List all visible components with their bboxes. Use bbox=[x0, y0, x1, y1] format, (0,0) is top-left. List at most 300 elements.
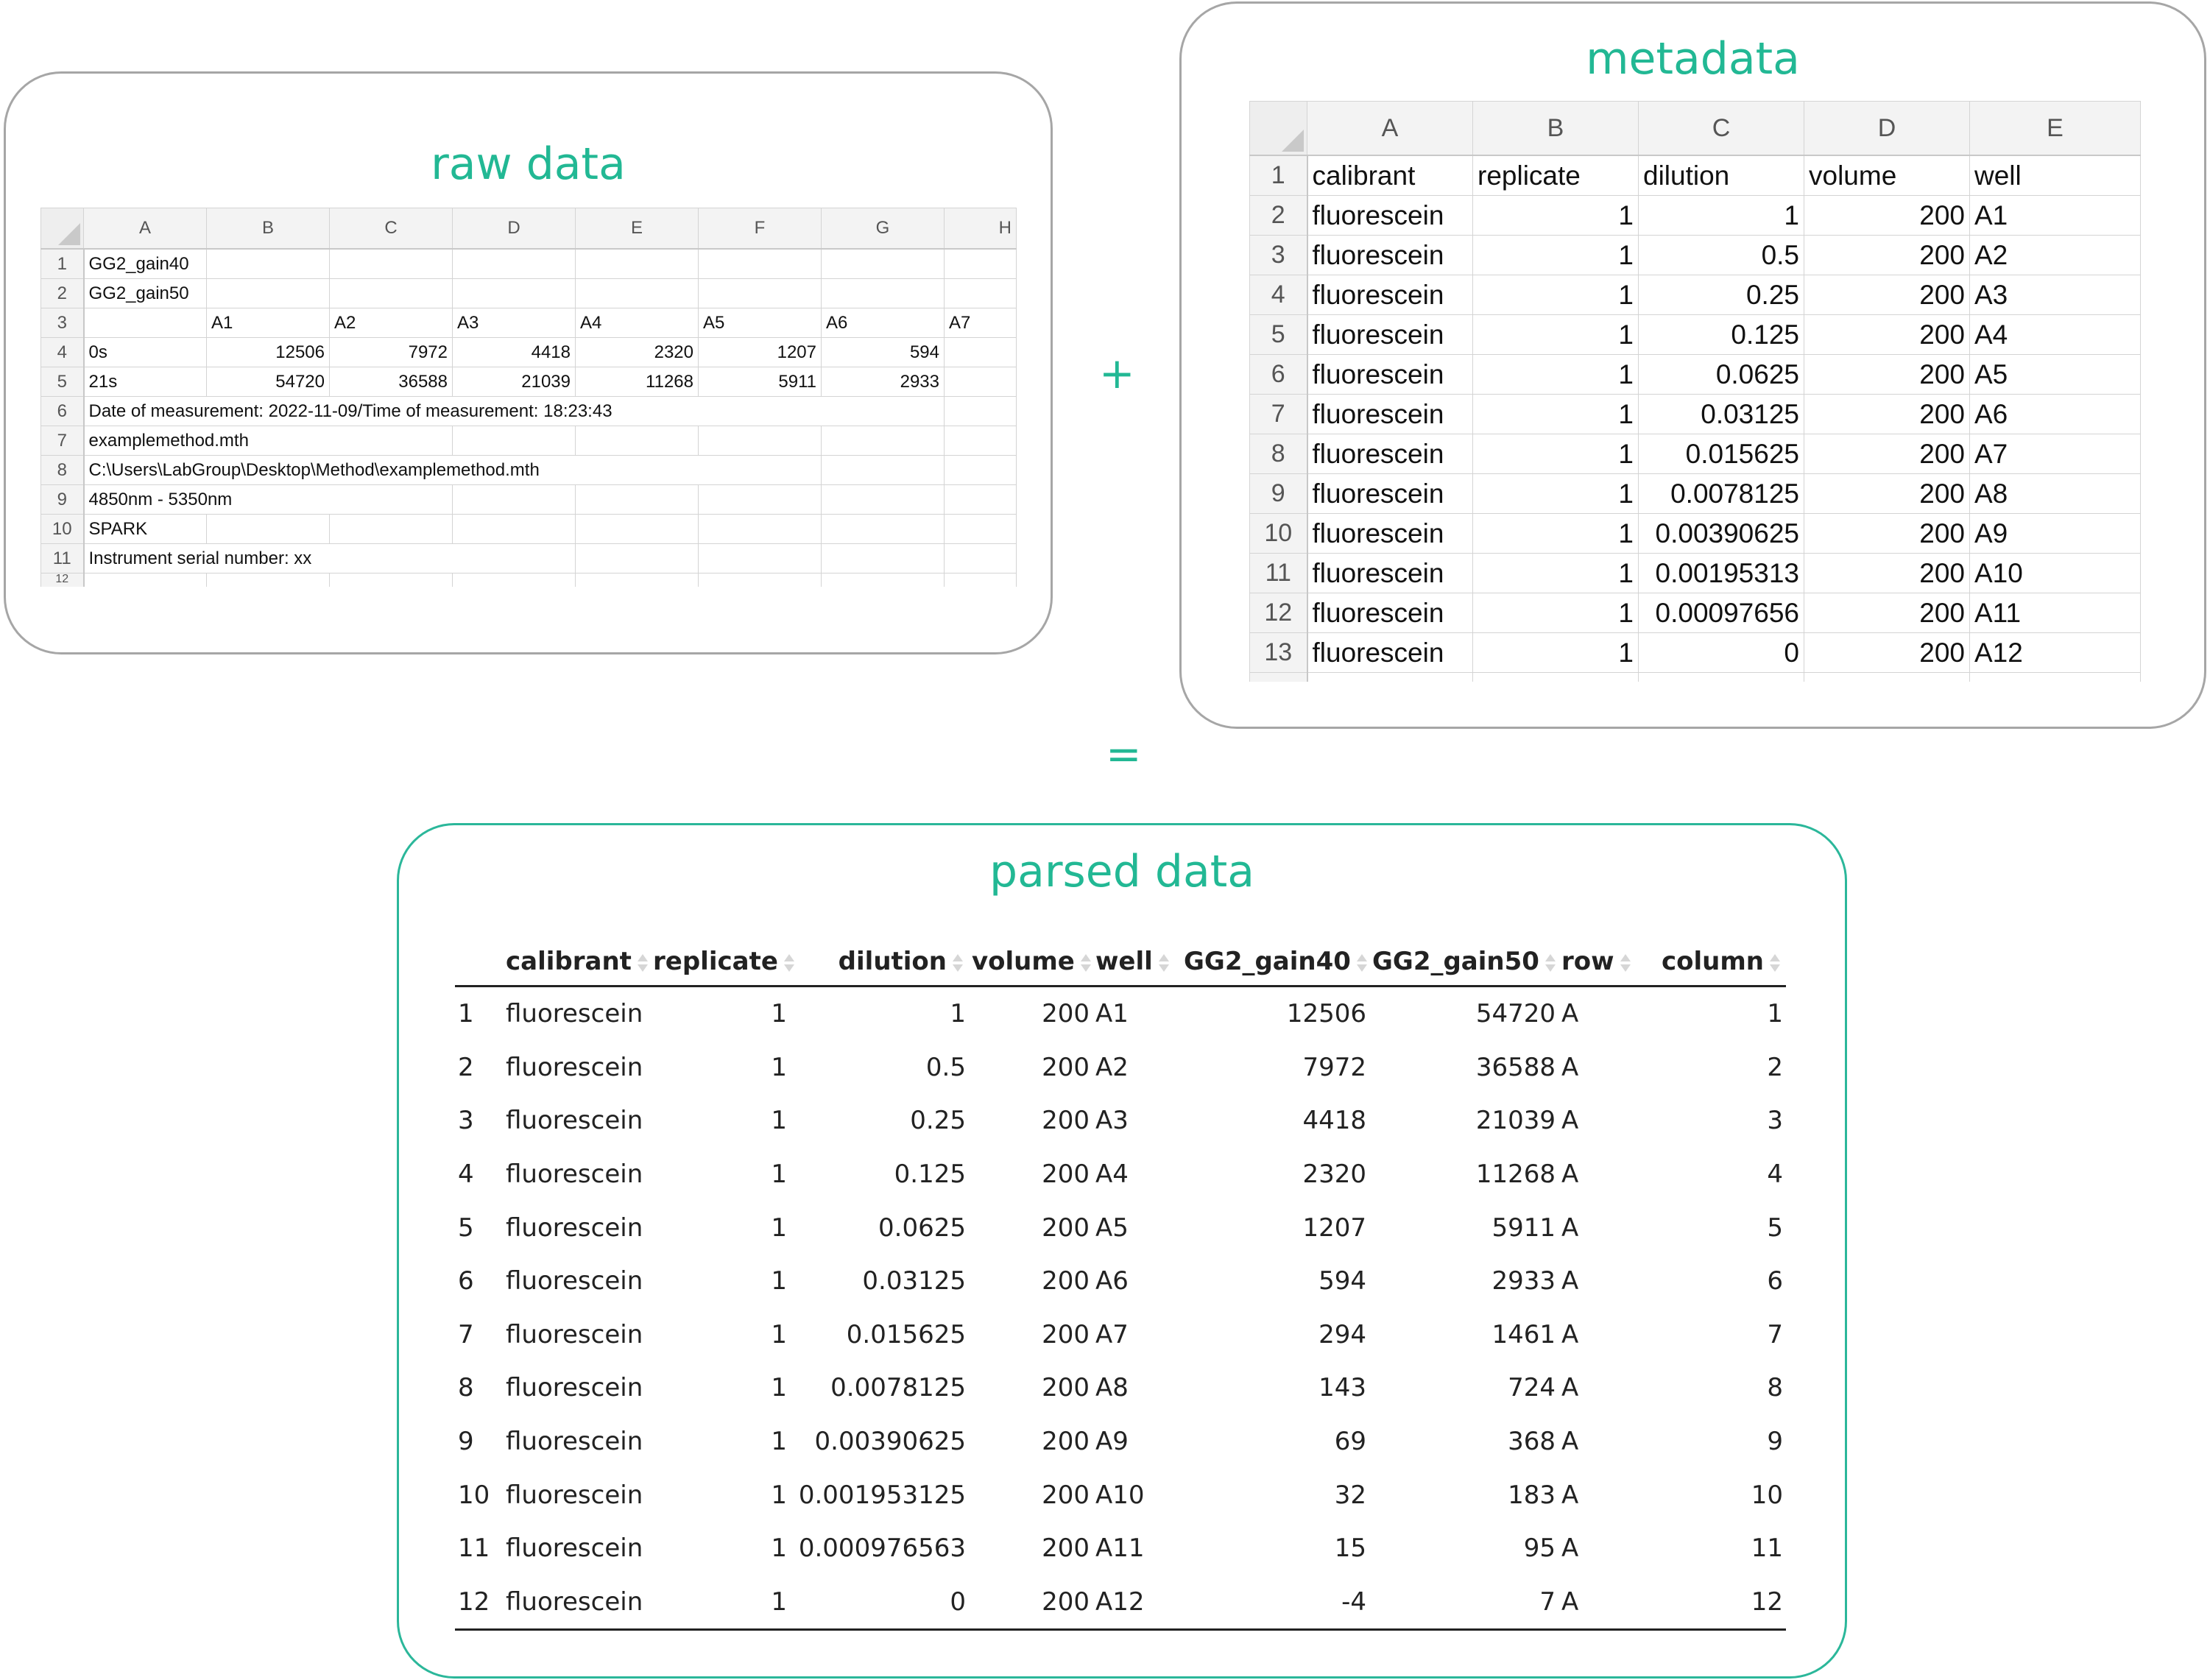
cell[interactable]: 0.25 bbox=[1639, 275, 1804, 315]
calibrant-cell: fluorescein bbox=[506, 1319, 643, 1349]
row-number[interactable]: 8 bbox=[41, 456, 84, 485]
cell[interactable]: 2320 bbox=[576, 338, 699, 367]
row-number[interactable]: 10 bbox=[41, 515, 84, 544]
cell[interactable]: A8 bbox=[1970, 474, 2141, 514]
sort-arrows-icon[interactable] bbox=[781, 950, 797, 975]
cell[interactable]: SPARK bbox=[84, 515, 207, 544]
cell[interactable]: A4 bbox=[1970, 315, 2141, 355]
dilution-cell: 0.125 bbox=[894, 1160, 966, 1190]
cell[interactable]: 4418 bbox=[453, 338, 576, 367]
dilution-cell: 0.0625 bbox=[878, 1213, 966, 1243]
meta-row bbox=[1250, 474, 2141, 514]
cell[interactable]: 0.5 bbox=[1639, 236, 1804, 275]
cell[interactable]: C:\Users\LabGroup\Desktop\Method\examplemethod.mth bbox=[84, 456, 699, 485]
row-cell: A bbox=[1561, 1373, 1579, 1403]
cell[interactable]: 0 bbox=[1639, 633, 1804, 673]
cell[interactable]: 200 bbox=[1804, 275, 1970, 315]
cell[interactable] bbox=[1639, 673, 1804, 682]
column-header[interactable]: A bbox=[84, 208, 207, 250]
cell[interactable] bbox=[699, 426, 822, 456]
meta-row bbox=[1250, 633, 2141, 673]
cell[interactable]: 5911 bbox=[699, 367, 822, 397]
cell[interactable] bbox=[822, 544, 945, 573]
cell[interactable]: 0.00390625 bbox=[1639, 514, 1804, 554]
cell[interactable] bbox=[576, 544, 699, 573]
well-cell: A4 bbox=[1095, 1160, 1129, 1190]
meta-row bbox=[1250, 593, 2141, 633]
sortable-column-header[interactable] bbox=[969, 938, 1092, 987]
cell[interactable]: 0s bbox=[84, 338, 207, 367]
cell[interactable]: A6 bbox=[1970, 395, 2141, 434]
column-header[interactable]: B bbox=[207, 208, 330, 250]
column-cell: 7 bbox=[1767, 1319, 1783, 1349]
cell[interactable]: 21s bbox=[84, 367, 207, 397]
cell[interactable]: A7 bbox=[1970, 434, 2141, 474]
cell[interactable] bbox=[822, 249, 945, 279]
cell[interactable]: 1207 bbox=[699, 338, 822, 367]
row-cell: A bbox=[1561, 1480, 1579, 1510]
cell[interactable]: A12 bbox=[1970, 633, 2141, 673]
cell[interactable]: fluorescein bbox=[1307, 434, 1473, 474]
cell[interactable] bbox=[330, 485, 453, 515]
column-label: GG2_gain50 bbox=[1372, 947, 1539, 976]
column-header[interactable]: A bbox=[1307, 102, 1473, 156]
row-index: 8 bbox=[458, 1373, 474, 1403]
cell[interactable]: 1 bbox=[1473, 275, 1639, 315]
cell[interactable] bbox=[84, 573, 207, 587]
cell[interactable] bbox=[576, 426, 699, 456]
cell[interactable] bbox=[699, 515, 822, 544]
column-label: replicate bbox=[653, 947, 778, 976]
table-row bbox=[455, 1468, 1786, 1522]
cell[interactable] bbox=[699, 485, 822, 515]
row-number[interactable]: 1 bbox=[41, 249, 84, 279]
cell[interactable] bbox=[699, 456, 822, 485]
column-cell: 5 bbox=[1767, 1213, 1783, 1243]
gain50-cell: 368 bbox=[1508, 1427, 1556, 1457]
cell[interactable]: A7 bbox=[945, 308, 1017, 338]
volume-cell: 200 bbox=[1042, 1106, 1090, 1136]
meta-row bbox=[1250, 155, 2141, 196]
row-index: 5 bbox=[458, 1213, 474, 1243]
cell[interactable] bbox=[576, 515, 699, 544]
cell[interactable]: Instrument serial number: xx bbox=[84, 544, 453, 573]
cell[interactable] bbox=[822, 279, 945, 308]
dilution-cell: 1 bbox=[950, 999, 966, 1029]
cell[interactable]: 1 bbox=[1473, 474, 1639, 514]
sort-arrows-icon[interactable] bbox=[950, 950, 966, 975]
row-number[interactable]: 11 bbox=[1250, 554, 1307, 593]
cell[interactable]: 0.0625 bbox=[1639, 355, 1804, 395]
cell[interactable]: A1 bbox=[207, 308, 330, 338]
cell[interactable] bbox=[945, 279, 1017, 308]
row-number[interactable]: 3 bbox=[1250, 236, 1307, 275]
replicate-cell: 1 bbox=[771, 1533, 787, 1564]
cell[interactable] bbox=[945, 249, 1017, 279]
cell[interactable] bbox=[576, 279, 699, 308]
cell[interactable] bbox=[945, 544, 1017, 573]
cell[interactable]: A5 bbox=[1970, 355, 2141, 395]
sort-arrows-icon[interactable] bbox=[1767, 950, 1783, 975]
cell[interactable] bbox=[207, 515, 330, 544]
column-header[interactable]: B bbox=[1473, 102, 1639, 156]
cell[interactable]: 0.125 bbox=[1639, 315, 1804, 355]
cell[interactable]: dilution bbox=[1639, 155, 1804, 196]
cell[interactable]: fluorescein bbox=[1307, 593, 1473, 633]
row-number[interactable]: 11 bbox=[41, 544, 84, 573]
row-index: 12 bbox=[455, 1575, 503, 1630]
cell[interactable]: 0.00195313 bbox=[1639, 554, 1804, 593]
cell[interactable]: 200 bbox=[1804, 474, 1970, 514]
volume-cell: 200 bbox=[1042, 1319, 1090, 1349]
column-header[interactable]: E bbox=[1970, 102, 2141, 156]
cell[interactable] bbox=[453, 249, 576, 279]
sort-arrows-icon[interactable] bbox=[1542, 950, 1558, 975]
cell[interactable] bbox=[822, 515, 945, 544]
table-row bbox=[455, 1415, 1786, 1469]
calibrant-cell: fluorescein bbox=[506, 1106, 643, 1136]
cell[interactable] bbox=[945, 426, 1017, 456]
gain40-cell: 12506 bbox=[1286, 999, 1366, 1029]
cell[interactable]: Date of measurement: 2022-11-09/Time of measurement: 18:23:43 bbox=[84, 397, 822, 426]
cell[interactable]: 1 bbox=[1639, 196, 1804, 236]
dilution-cell: 0.25 bbox=[910, 1106, 966, 1136]
row-number[interactable]: 7 bbox=[1250, 395, 1307, 434]
cell[interactable] bbox=[822, 485, 945, 515]
meta-column-header-row bbox=[1250, 102, 2141, 156]
cell[interactable]: 200 bbox=[1804, 514, 1970, 554]
raw-data-spreadsheet bbox=[40, 208, 1017, 587]
column-header[interactable]: H bbox=[945, 208, 1017, 250]
cell[interactable]: A9 bbox=[1970, 514, 2141, 554]
sortable-column-header[interactable] bbox=[1647, 938, 1786, 987]
replicate-cell: 1 bbox=[771, 1213, 787, 1243]
well-cell: A10 bbox=[1095, 1480, 1145, 1510]
cell[interactable] bbox=[822, 573, 945, 587]
raw-row bbox=[41, 367, 1017, 397]
equals-operator: = bbox=[1106, 729, 1142, 779]
row-number[interactable]: 13 bbox=[1250, 633, 1307, 673]
cell[interactable] bbox=[945, 573, 1017, 587]
calibrant-cell: fluorescein bbox=[506, 1266, 643, 1296]
column-label: dilution bbox=[838, 947, 947, 976]
cell[interactable] bbox=[699, 544, 822, 573]
sort-arrows-icon[interactable] bbox=[1617, 950, 1634, 975]
cell[interactable]: calibrant bbox=[1307, 155, 1473, 196]
cell[interactable] bbox=[1250, 673, 1307, 682]
cell[interactable]: A6 bbox=[822, 308, 945, 338]
row-number[interactable]: 4 bbox=[1250, 275, 1307, 315]
cell[interactable] bbox=[330, 249, 453, 279]
row-number[interactable]: 3 bbox=[41, 308, 84, 338]
cell[interactable]: 0.015625 bbox=[1639, 434, 1804, 474]
column-label: row bbox=[1561, 947, 1614, 976]
row-index: 9 bbox=[458, 1427, 474, 1457]
select-all-corner[interactable] bbox=[41, 208, 84, 250]
table-row bbox=[455, 1254, 1786, 1308]
cell[interactable] bbox=[1307, 673, 1473, 682]
row-number[interactable]: 9 bbox=[1250, 474, 1307, 514]
cell[interactable] bbox=[945, 485, 1017, 515]
calibrant-cell: fluorescein bbox=[503, 1575, 650, 1630]
cell[interactable]: 200 bbox=[1804, 196, 1970, 236]
cell[interactable] bbox=[945, 515, 1017, 544]
dilution-cell: 0 bbox=[790, 1575, 969, 1630]
row-number[interactable]: 4 bbox=[41, 338, 84, 367]
row-number[interactable]: 12 bbox=[41, 573, 84, 587]
replicate-cell: 1 bbox=[771, 1160, 787, 1190]
cell[interactable]: well bbox=[1970, 155, 2141, 196]
cell[interactable]: GG2_gain40 bbox=[84, 249, 207, 279]
parsed-data-table bbox=[455, 938, 1786, 1631]
cell[interactable]: 200 bbox=[1804, 554, 1970, 593]
cell[interactable]: GG2_gain50 bbox=[84, 279, 207, 308]
sortable-column-header[interactable] bbox=[1092, 938, 1181, 987]
table-row bbox=[455, 1361, 1786, 1415]
cell[interactable] bbox=[330, 573, 453, 587]
row-number[interactable]: 10 bbox=[1250, 514, 1307, 554]
dilution-cell: 0.03125 bbox=[862, 1266, 966, 1296]
row-number[interactable]: 1 bbox=[1250, 155, 1307, 196]
cell[interactable] bbox=[330, 426, 453, 456]
cell[interactable]: A1 bbox=[1970, 196, 2141, 236]
cell[interactable] bbox=[699, 573, 822, 587]
row-index: 3 bbox=[458, 1106, 474, 1136]
replicate-cell: 1 bbox=[771, 1319, 787, 1349]
cell[interactable]: 200 bbox=[1804, 236, 1970, 275]
cell[interactable]: 21039 bbox=[453, 367, 576, 397]
cell[interactable] bbox=[207, 279, 330, 308]
sortable-column-header[interactable] bbox=[1558, 938, 1647, 987]
replicate-cell: 1 bbox=[771, 999, 787, 1029]
raw-row bbox=[41, 338, 1017, 367]
cell[interactable]: replicate bbox=[1473, 155, 1639, 196]
cell[interactable] bbox=[207, 573, 330, 587]
cell[interactable] bbox=[453, 426, 576, 456]
meta-row-partial bbox=[1250, 673, 2141, 682]
cell[interactable]: fluorescein bbox=[1307, 474, 1473, 514]
cell[interactable]: volume bbox=[1804, 155, 1970, 196]
table-row bbox=[455, 1575, 1786, 1630]
row-cell: A bbox=[1561, 1160, 1579, 1190]
row-number[interactable]: 7 bbox=[41, 426, 84, 456]
cell[interactable]: A2 bbox=[1970, 236, 2141, 275]
cell[interactable]: 1 bbox=[1473, 196, 1639, 236]
sort-arrows-icon[interactable] bbox=[1354, 950, 1370, 975]
cell[interactable]: 36588 bbox=[330, 367, 453, 397]
cell[interactable]: 1 bbox=[1473, 236, 1639, 275]
gain50-cell: 95 bbox=[1523, 1533, 1556, 1564]
cell[interactable]: 0.00097656 bbox=[1639, 593, 1804, 633]
raw-row-partial bbox=[41, 573, 1017, 587]
cell[interactable]: 1 bbox=[1473, 554, 1639, 593]
index-column-header bbox=[455, 938, 503, 987]
cell[interactable]: A11 bbox=[1970, 593, 2141, 633]
column-cell: 3 bbox=[1767, 1106, 1783, 1136]
cell[interactable] bbox=[945, 456, 1017, 485]
calibrant-cell: fluorescein bbox=[506, 1373, 643, 1403]
cell[interactable] bbox=[699, 279, 822, 308]
volume-cell: 200 bbox=[1042, 1213, 1090, 1243]
cell[interactable]: A4 bbox=[576, 308, 699, 338]
cell[interactable]: 4850nm - 5350nm bbox=[84, 485, 330, 515]
cell[interactable]: 1 bbox=[1473, 633, 1639, 673]
row-number[interactable]: 5 bbox=[41, 367, 84, 397]
cell[interactable]: A3 bbox=[1970, 275, 2141, 315]
row-number[interactable]: 8 bbox=[1250, 434, 1307, 474]
column-header[interactable]: E bbox=[576, 208, 699, 250]
cell[interactable]: 1 bbox=[1473, 434, 1639, 474]
cell[interactable] bbox=[1804, 673, 1970, 682]
cell[interactable]: 54720 bbox=[207, 367, 330, 397]
well-cell: A6 bbox=[1095, 1266, 1129, 1296]
row-index: 11 bbox=[458, 1533, 490, 1564]
gain40-cell: 2320 bbox=[1302, 1160, 1366, 1190]
column-header[interactable]: G bbox=[822, 208, 945, 250]
cell[interactable]: A3 bbox=[453, 308, 576, 338]
row-number[interactable]: 9 bbox=[41, 485, 84, 515]
row-index: 2 bbox=[458, 1052, 474, 1082]
cell[interactable]: 11268 bbox=[576, 367, 699, 397]
dilution-cell: 0.00390625 bbox=[814, 1427, 966, 1457]
gain40-cell: 294 bbox=[1318, 1319, 1366, 1349]
column-cell: 9 bbox=[1767, 1427, 1783, 1457]
cell[interactable]: fluorescein bbox=[1307, 514, 1473, 554]
column-header[interactable]: D bbox=[453, 208, 576, 250]
row-number[interactable]: 6 bbox=[1250, 355, 1307, 395]
cell[interactable] bbox=[576, 485, 699, 515]
cell[interactable]: fluorescein bbox=[1307, 196, 1473, 236]
parsed-data-title: parsed data bbox=[989, 846, 1254, 897]
column-cell: 6 bbox=[1767, 1266, 1783, 1296]
cell[interactable]: A5 bbox=[699, 308, 822, 338]
column-header[interactable]: C bbox=[330, 208, 453, 250]
cell[interactable] bbox=[822, 456, 945, 485]
row-index: 10 bbox=[458, 1480, 490, 1510]
row-index: 6 bbox=[458, 1266, 474, 1296]
cell[interactable]: 594 bbox=[822, 338, 945, 367]
replicate-cell: 1 bbox=[771, 1480, 787, 1510]
cell[interactable]: 200 bbox=[1804, 633, 1970, 673]
volume-cell: 200 bbox=[1042, 1160, 1090, 1190]
dilution-cell: 0.015625 bbox=[846, 1319, 966, 1349]
cell[interactable]: 200 bbox=[1804, 355, 1970, 395]
cell[interactable]: 12506 bbox=[207, 338, 330, 367]
sortable-column-header[interactable] bbox=[650, 938, 790, 987]
cell[interactable] bbox=[453, 544, 576, 573]
cell[interactable] bbox=[945, 397, 1017, 426]
volume-cell: 200 bbox=[1042, 999, 1090, 1029]
cell[interactable] bbox=[822, 397, 945, 426]
calibrant-cell: fluorescein bbox=[506, 1213, 643, 1243]
replicate-cell: 1 bbox=[650, 1575, 790, 1630]
sort-arrows-icon[interactable] bbox=[1078, 950, 1094, 975]
cell[interactable]: 7972 bbox=[330, 338, 453, 367]
well-cell: A12 bbox=[1092, 1575, 1181, 1630]
select-all-corner[interactable] bbox=[1250, 102, 1307, 156]
sortable-column-header[interactable] bbox=[1369, 938, 1558, 987]
cell[interactable]: fluorescein bbox=[1307, 395, 1473, 434]
table-row bbox=[455, 1522, 1786, 1575]
cell[interactable] bbox=[330, 279, 453, 308]
sortable-column-header[interactable] bbox=[503, 938, 650, 987]
cell[interactable]: fluorescein bbox=[1307, 633, 1473, 673]
column-header[interactable]: D bbox=[1804, 102, 1970, 156]
replicate-cell: 1 bbox=[771, 1266, 787, 1296]
cell[interactable]: 0.03125 bbox=[1639, 395, 1804, 434]
cell[interactable]: 1 bbox=[1473, 355, 1639, 395]
row-number[interactable]: 12 bbox=[1250, 593, 1307, 633]
cell[interactable]: A10 bbox=[1970, 554, 2141, 593]
meta-row bbox=[1250, 236, 2141, 275]
row-number[interactable]: 2 bbox=[41, 279, 84, 308]
cell[interactable]: 200 bbox=[1804, 593, 1970, 633]
row-cell: A bbox=[1561, 999, 1579, 1029]
cell[interactable]: 200 bbox=[1804, 395, 1970, 434]
cell[interactable] bbox=[945, 367, 1017, 397]
cell[interactable] bbox=[945, 338, 1017, 367]
cell[interactable] bbox=[1970, 673, 2141, 682]
cell[interactable] bbox=[453, 279, 576, 308]
row-cell: A bbox=[1558, 1575, 1647, 1630]
column-label: volume bbox=[972, 947, 1075, 976]
cell[interactable] bbox=[576, 573, 699, 587]
cell[interactable] bbox=[453, 573, 576, 587]
sort-arrows-icon[interactable] bbox=[635, 950, 651, 975]
column-label: well bbox=[1095, 947, 1153, 976]
gain40-cell: 1207 bbox=[1302, 1213, 1366, 1243]
cell[interactable] bbox=[207, 249, 330, 279]
column-cell: 10 bbox=[1751, 1480, 1783, 1510]
cell[interactable]: 1 bbox=[1473, 514, 1639, 554]
column-header[interactable]: F bbox=[699, 208, 822, 250]
cell[interactable] bbox=[84, 308, 207, 338]
row-number[interactable]: 5 bbox=[1250, 315, 1307, 355]
sortable-column-header[interactable] bbox=[790, 938, 969, 987]
sort-arrows-icon[interactable] bbox=[1156, 950, 1172, 975]
row-cell: A bbox=[1561, 1106, 1579, 1136]
cell[interactable]: 1 bbox=[1473, 315, 1639, 355]
cell[interactable]: 200 bbox=[1804, 434, 1970, 474]
cell[interactable] bbox=[453, 485, 576, 515]
cell[interactable] bbox=[453, 515, 576, 544]
cell[interactable]: 1 bbox=[1473, 395, 1639, 434]
cell[interactable] bbox=[330, 515, 453, 544]
cell[interactable]: 1 bbox=[1473, 593, 1639, 633]
cell[interactable]: fluorescein bbox=[1307, 355, 1473, 395]
cell[interactable]: fluorescein bbox=[1307, 275, 1473, 315]
cell[interactable]: fluorescein bbox=[1307, 554, 1473, 593]
cell[interactable]: fluorescein bbox=[1307, 315, 1473, 355]
raw-column-header-row bbox=[41, 208, 1017, 250]
row-number[interactable]: 2 bbox=[1250, 196, 1307, 236]
cell[interactable] bbox=[699, 249, 822, 279]
sortable-column-header[interactable] bbox=[1181, 938, 1369, 987]
cell[interactable]: examplemethod.mth bbox=[84, 426, 330, 456]
cell[interactable]: A2 bbox=[330, 308, 453, 338]
row-cell: A bbox=[1561, 1052, 1579, 1082]
cell[interactable] bbox=[576, 249, 699, 279]
cell[interactable]: fluorescein bbox=[1307, 236, 1473, 275]
row-cell: A bbox=[1561, 1213, 1579, 1243]
cell[interactable] bbox=[1473, 673, 1639, 682]
column-header[interactable]: C bbox=[1639, 102, 1804, 156]
row-number[interactable]: 6 bbox=[41, 397, 84, 426]
cell[interactable]: 200 bbox=[1804, 315, 1970, 355]
cell[interactable] bbox=[822, 426, 945, 456]
cell[interactable]: 0.0078125 bbox=[1639, 474, 1804, 514]
cell[interactable]: 2933 bbox=[822, 367, 945, 397]
